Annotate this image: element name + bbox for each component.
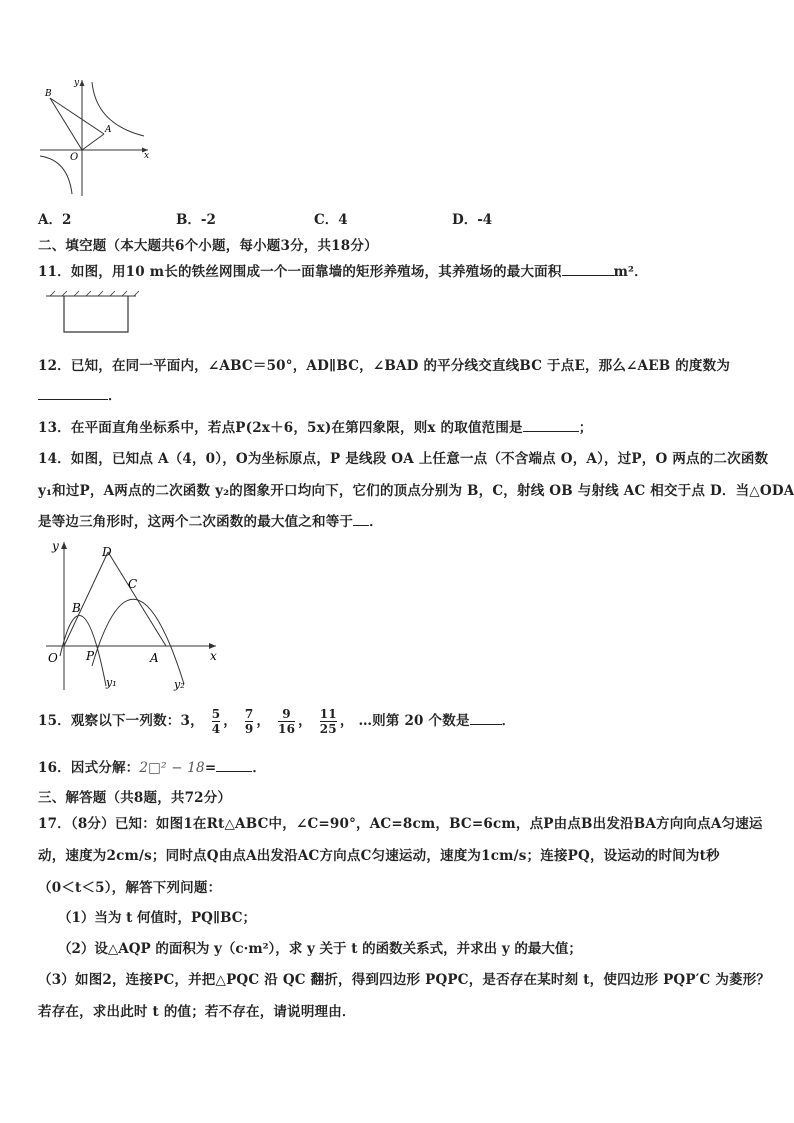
fig1-label-x: x [144,151,150,161]
q14-text: 是等边三角形时，这两个二次函数的最大值之和等于 [38,514,354,530]
q16-tail: ． [252,760,267,776]
fig14-label-p: P [86,649,95,663]
fig14-label-d: D [102,545,112,559]
fig1-label-b: B [45,89,52,99]
option-d: D．-4 [452,212,493,228]
q12-tail: ． [108,388,122,404]
fig1-label-a: A [105,125,112,135]
option-c: C．4 [314,212,348,228]
fig14-label-y1: y₁ [106,676,117,689]
question-17-line-2: 动，速度为2cm/s；同时点Q由点A出发沿AC方向点C匀速运动，速度为1cm/s；连接PQ，设运动的时间为t秒 [38,848,720,864]
fraction-7-9: $\frac{7}{9}$ [244,707,254,736]
fig1-label-o: O [70,152,79,163]
fig14-label-x: x [210,649,217,663]
q14-tail: ． [369,514,383,530]
fraction-9-16: $\frac{9}{16}$ [278,707,296,736]
fig1-label-y: y [74,78,80,88]
fig14-label-c: C [128,577,138,591]
q11-text: 11．如图，用10 m长的铁丝网围成一个一面靠墙的矩形养殖场，其养殖场的最大面积 [38,264,562,280]
q12-blank [38,387,108,400]
q15-blank [470,712,502,725]
q13-tail: ； [578,420,593,436]
hyperbola-figure [36,76,156,200]
fraction-11-25: $\frac{11}{25}$ [319,707,337,736]
q11-blank [562,263,614,276]
q15-tail: ． [501,713,516,729]
fraction-5-4: $\frac{5}{4}$ [211,707,221,736]
fig14-label-a: A [150,651,159,665]
q13-blank [523,419,579,432]
question-17-line-3: （0＜t＜5），解答下列问题： [38,880,222,896]
fig14-label-y2: y₂ [174,678,185,691]
q16-blank [216,759,252,772]
option-b: B．-2 [176,212,216,228]
question-14-line-3 [38,510,383,530]
q14-blank [353,513,369,526]
q16-expression: 2□² − 18 [139,760,205,776]
question-13 [38,416,592,436]
parabola-figure [40,536,226,696]
question-16 [38,756,266,776]
question-17-part-1: （1）当为 t 何值时，PQ∥BC； [58,910,256,926]
question-12-answer [38,384,122,404]
question-14-line-2: y₁和过P，A两点的二次函数 y₂的图象开口均向下，它们的顶点分别为 B，C，射线 OB 与射线 AC 相交于点 D．当△ODA [38,483,794,499]
q15-suffix: …则第 20 个数是 [358,713,470,729]
q11-unit: m²． [613,264,648,280]
section-3-title: 三、解答题（共8题，共72分） [38,790,232,806]
question-11 [38,260,648,280]
question-17-part-3-line-2: 若存在，求出此时 t 的值；若不存在，请说明理由． [38,1004,356,1020]
fig14-label-b: B [72,601,81,615]
question-17-line-1: 17．（8分）已知：如图1在Rt△ABC中，∠C=90°，AC=8cm，BC=6cm，点P由点B出发沿BA方向向点A匀速运 [38,816,763,832]
question-17-part-3-line-1: （3）如图2，连接PC，并把△PQC 沿 QC 翻折，得到四边形 PQPC，是否存在某时刻 t，使四边形 PQP′C 为菱形？ [38,972,771,988]
q16-equals: = [204,760,217,776]
question-17-part-2: （2）设△AQP 的面积为 y（c·m²），求 y 关于 t 的函数关系式，并求出 y 的最大值； [58,941,582,957]
question-12: 12．已知，在同一平面内，∠ABC＝50°，AD∥BC，∠BAD 的平分线交直线BC 于点E，那么∠AEB 的度数为 [38,358,731,374]
fig14-label-y: y [52,539,59,553]
wall-rectangle-figure [44,290,140,336]
question-15: 15．观察以下一列数：3， $\frac{5}{4}$ ， $\frac{7}{9}$ ， $\frac{9}{16}$ ， $\frac{11}{25}$ ， …则第 20 个数是 ． [38,707,516,736]
q15-prefix: 15．观察以下一列数：3， [38,713,204,729]
section-2-title: 二、填空题（本大题共6个小题，每小题3分，共18分） [38,238,378,254]
q16-prefix: 16．因式分解： [38,760,140,776]
option-a: A．2 [38,212,72,228]
q13-text: 13．在平面直角坐标系中，若点P(2x＋6，5x)在第四象限，则x 的取值范围是 [38,420,523,436]
fig14-label-o: O [48,651,58,665]
question-14-line-1: 14．如图，已知点 A（4，0），O为坐标原点，P 是线段 OA 上任意一点（不含端点 O，A），过P，O 两点的二次函数 [38,451,769,467]
